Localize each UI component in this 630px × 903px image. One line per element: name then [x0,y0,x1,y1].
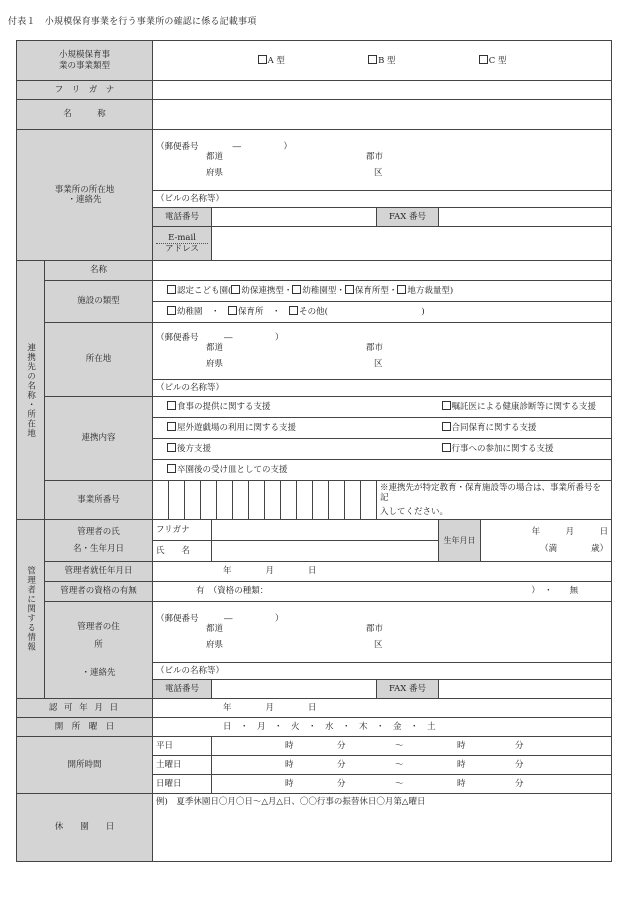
saturday-hours[interactable]: 時 分 ～ 時 分 [212,756,612,775]
weekday-hours[interactable]: 時 分 ～ 時 分 [212,737,612,756]
name-label: 名 称 [17,100,153,130]
tel-label: 電話番号 [153,208,212,227]
page-title: 付表１ 小規模保育事業を行う事業所の確認に係る記載事項 [8,17,257,27]
sunday-hours[interactable]: 時 分 ～ 時 分 [212,775,612,794]
partner-building[interactable]: （ビルの名称等） [153,380,612,397]
type-a-checkbox[interactable]: A 型 [258,55,285,66]
manager-birth-label: 生年月日 [439,520,481,562]
manager-shimei-input[interactable] [212,541,439,562]
manager-qual-label: 管理者の資格の有無 [45,582,153,602]
fax-label: FAX 番号 [377,208,439,227]
furigana-input[interactable] [153,81,612,100]
manager-tel-label: 電話番号 [153,680,212,699]
content-c7[interactable]: 卒園後の受け皿としての支援 [153,460,612,481]
partner-section-label: 連携先の名称・所在地 [17,261,45,520]
type-row [17,41,612,81]
furigana-label: フ リ ガ ナ [17,81,153,100]
registration-form-table [16,40,612,862]
fax-input[interactable] [439,208,612,227]
saturday-label: 土曜日 [153,756,212,775]
office-number-cells[interactable] [153,481,377,520]
name-input[interactable] [153,100,612,130]
manager-address[interactable]: （郵便番号 ― ） 都道 郡市 府県 区 [153,602,612,663]
type-options [153,41,612,81]
location-label: 事業所の所在地 ・連絡先 [17,130,153,261]
sunday-label: 日曜日 [153,775,212,794]
office-number-label: 事業所番号 [45,481,153,520]
partner-name-label: 名称 [45,261,153,281]
content-c5[interactable]: 後方支援 [153,439,439,460]
facility-type-label: 施設の類型 [45,281,153,323]
content-c6[interactable]: 行事への参加に関する支援 [439,439,612,460]
manager-birth-input[interactable]: 年 月 日 （満 歳） [481,520,612,562]
content-c2[interactable]: 嘱託医による健康診断等に関する支援 [439,397,612,418]
manager-qual-input[interactable]: 有 （資格の種類： ） ・ 無 [153,582,612,602]
location-address[interactable]: （郵便番号 ― ） 都道 郡市 府県 区 [153,130,612,191]
approval-input[interactable]: 年 月 日 [153,699,612,718]
manager-address-label: 管理者の住 所 ・連絡先 [45,602,153,699]
manager-furigana-input[interactable] [212,520,439,541]
holiday-label: 休 園 日 [17,794,153,862]
facility-type-line2[interactable]: 幼稚園 ・ 保育所 ・ その他( ) [153,302,612,323]
facility-type-line1[interactable]: 認定こども園( 幼保連携型・ 幼稚園型・ 保育所型・ 地方裁量型) [153,281,612,302]
days-label: 開 所 曜 日 [17,718,153,737]
manager-furigana-label: フリガナ [153,520,212,541]
manager-fax-label: FAX 番号 [377,680,439,699]
partner-address[interactable]: （郵便番号 ― ） 都道 郡市 府県 区 [153,323,612,380]
type-b-checkbox[interactable]: B 型 [368,55,395,66]
office-number-note: ※連携先が特定教育・保育施設等の場合は、事業所番号を記 入してください。 [377,481,612,520]
content-c1[interactable]: 食事の提供に関する支援 [153,397,439,418]
type-label: 小規模保育事 業の事業類型 [17,41,153,81]
partner-name-input[interactable] [153,261,612,281]
holiday-input[interactable]: 例) 夏季休園日〇月〇日～△月△日、〇〇行事の振替休日〇月第△曜日 [153,794,612,862]
manager-shimei-label: 氏 名 [153,541,212,562]
location-building[interactable]: （ビルの名称等） [153,191,612,208]
content-label: 連携内容 [45,397,153,481]
approval-label: 認 可 年 月 日 [17,699,153,718]
weekday-label: 平日 [153,737,212,756]
manager-name-label: 管理者の氏 名・生年月日 [45,520,153,562]
content-c4[interactable]: 合同保育に関する支援 [439,418,612,439]
manager-fax-input[interactable] [439,680,612,699]
type-c-checkbox[interactable]: C 型 [479,55,507,66]
manager-start-input[interactable]: 年 月 日 [153,562,612,582]
manager-tel-input[interactable] [212,680,377,699]
hours-label: 開所時間 [17,737,153,794]
days-input[interactable]: 日 ・ 月 ・ 火 ・ 水 ・ 木 ・ 金 ・ 土 [153,718,612,737]
email-input[interactable] [212,227,612,261]
manager-building[interactable]: （ビルの名称等） [153,663,612,680]
partner-location-label: 所在地 [45,323,153,397]
email-label: E-mail アドレス [153,227,212,261]
content-c3[interactable]: 屋外遊戯場の利用に関する支援 [153,418,439,439]
manager-section-label: 管理者に関する情報 [17,520,45,699]
manager-start-label: 管理者就任年月日 [45,562,153,582]
tel-input[interactable] [212,208,377,227]
